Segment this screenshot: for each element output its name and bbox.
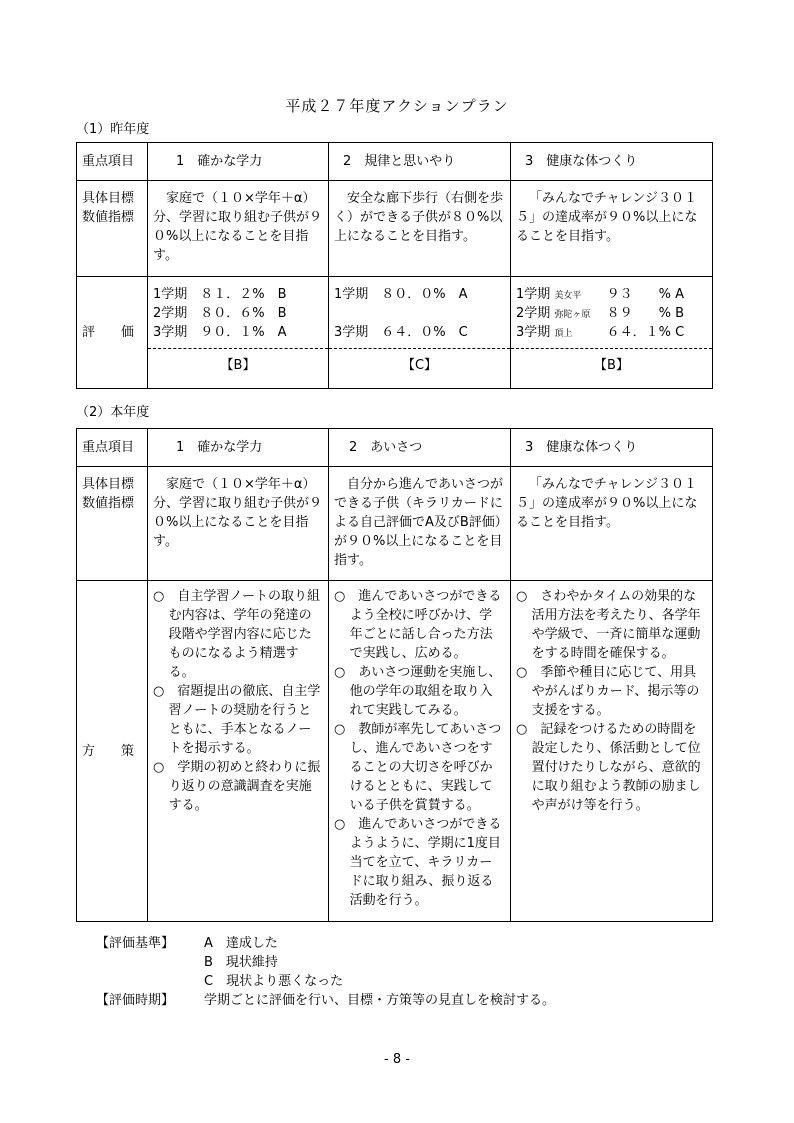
policy-item: ○ 進んであいさつができるよう全校に呼びかけ、学年ごとに話し合った方法で実践し、広める。	[334, 589, 502, 661]
eval-term: 2学期	[516, 306, 551, 321]
eval-value: ９３ %	[606, 287, 671, 302]
this-year-table	[76, 428, 713, 922]
policy-item: ○ 自主学習ノートの取り組む内容は、学年の発達の段階や学習内容に応じたものになるよう精選する。	[153, 589, 320, 680]
eval-term: 1学期	[516, 287, 551, 302]
policy-item: ○ 宿題提出の徹底、自主学習ノートの奨励を行うとともに、手本となるノートを掲示する。	[153, 684, 321, 756]
eval-note: 弥陀ヶ原	[554, 310, 591, 320]
criteria-item: A 達成した	[204, 936, 278, 951]
policy-item: ○ あいさつ運動を実施し、他の学年の取組を取り入れて実践してみる。	[334, 665, 502, 718]
policy-item: ○ 教師が率先してあいさつし、進んであいさつをすることの大切さを呼びかけるとともに、実践している子供を賞賛する。	[334, 722, 502, 813]
eval-line: 1学期 ８１．２% B	[153, 287, 287, 302]
eval-line: 3学期 ９０．１% A	[153, 325, 287, 340]
eval-line: 3学期 ６４．０% C	[334, 325, 468, 340]
evaluation-col2	[329, 277, 511, 389]
eval-line	[516, 304, 707, 323]
eval-line	[516, 285, 707, 304]
header-col2: 2 規律と思いやり	[329, 143, 511, 181]
policy-item: ○ さわやかタイムの効果的な活用方法を考えたり、各学年や学級で、一斉に簡単な運動をする時間を確保する。	[516, 589, 701, 661]
eval-value: ６４．１%	[606, 325, 671, 340]
eval-grade: B	[675, 306, 684, 321]
evaluation-col1	[148, 277, 329, 389]
header-col2: 2 あいさつ	[329, 429, 511, 467]
criteria-item: B 現状維持	[204, 955, 278, 970]
header-col1: 1 確かな学力	[148, 143, 329, 181]
eval-line: 2学期 ８０．６% B	[153, 306, 287, 321]
eval-term: 3学期	[516, 325, 551, 340]
grade-col3: 【B】	[594, 358, 629, 373]
goals-col3: 「みんなでチャレンジ３０１５」の達成率が９０%以上になることを目指す。	[511, 467, 713, 581]
criteria-key: 【評価基準】	[96, 936, 175, 951]
criteria-item: C 現状より悪くなった	[204, 974, 344, 989]
header-col3: 3 健康な体つくり	[511, 429, 713, 467]
eval-line: 1学期 ８０．０% A	[334, 287, 468, 302]
policy-col3	[511, 581, 713, 922]
grade-col2: 【C】	[401, 358, 438, 373]
policy-col1	[148, 581, 329, 922]
evaluation-label: 評 価	[77, 277, 148, 389]
section-label-this-year: （2）本年度	[76, 405, 150, 420]
header-col3: 3 健康な体つくり	[511, 143, 713, 181]
policy-item: ○ 季節や種目に応じて、用具やがんばりカード、掲示等の支援をする。	[516, 665, 700, 718]
eval-line	[516, 323, 707, 342]
eval-value: ８９ %	[606, 306, 671, 321]
policy-item: ○ 記録をつけるための時間を設定したり、係活動として位置付けたりしながら、意欲的に取り組むよう教師の励ましや声がけ等を行う。	[516, 722, 701, 813]
goals-col3: 「みんなでチャレンジ３０１５」の達成率が９０%以上になることを目指す。	[511, 181, 713, 277]
goals-label: 具体目標 数値指標	[77, 467, 148, 581]
evaluation-legend	[96, 934, 736, 1014]
header-col1: 1 確かな学力	[148, 429, 329, 467]
eval-grade: A	[675, 287, 684, 302]
goals-col1: 家庭で（１０×学年＋α）分、学習に取り組む子供が９０%以上になることを目指す。	[148, 181, 329, 277]
policy-item: ○ 学期の初めと終わりに振り返りの意識調査を実施する。	[153, 760, 321, 813]
section-label-prev-year: （1）昨年度	[76, 122, 150, 137]
header-priority: 重点項目	[77, 429, 148, 467]
timing-key: 【評価時期】	[96, 993, 175, 1008]
goals-col1: 家庭で（１０×学年＋α）分、学習に取り組む子供が９０%以上になることを目指す。	[148, 467, 329, 581]
page-number: - 8 -	[384, 1052, 410, 1067]
policy-label: 方 策	[77, 581, 148, 922]
policy-item: ○ 進んであいさつができるようように、学期に1度目当てを立て、キラリカードに取り組み、振り返る活動を行う。	[334, 817, 502, 908]
eval-note: 美女平	[554, 291, 582, 301]
header-priority: 重点項目	[77, 143, 148, 181]
eval-grade: C	[675, 325, 685, 340]
eval-line	[334, 304, 505, 323]
goals-col2: 自分から進んであいさつができる子供（キラリカードによる自己評価でA及びB評価）が９０%以上になることを目指す。	[329, 467, 511, 581]
policy-col2	[329, 581, 511, 922]
eval-note: 頂上	[554, 329, 573, 339]
timing-value: 学期ごとに評価を行い、目標・方策等の見直しを検討する。	[204, 993, 556, 1008]
prev-year-table	[76, 142, 713, 389]
page-title: 平成２７年度アクションプラン	[285, 97, 509, 115]
goals-label: 具体目標 数値指標	[77, 181, 148, 277]
grade-col1: 【B】	[220, 358, 256, 373]
evaluation-col3	[511, 277, 713, 389]
goals-col2: 安全な廊下歩行（右側を歩く）ができる子供が８０%以上になることを目指す。	[329, 181, 511, 277]
